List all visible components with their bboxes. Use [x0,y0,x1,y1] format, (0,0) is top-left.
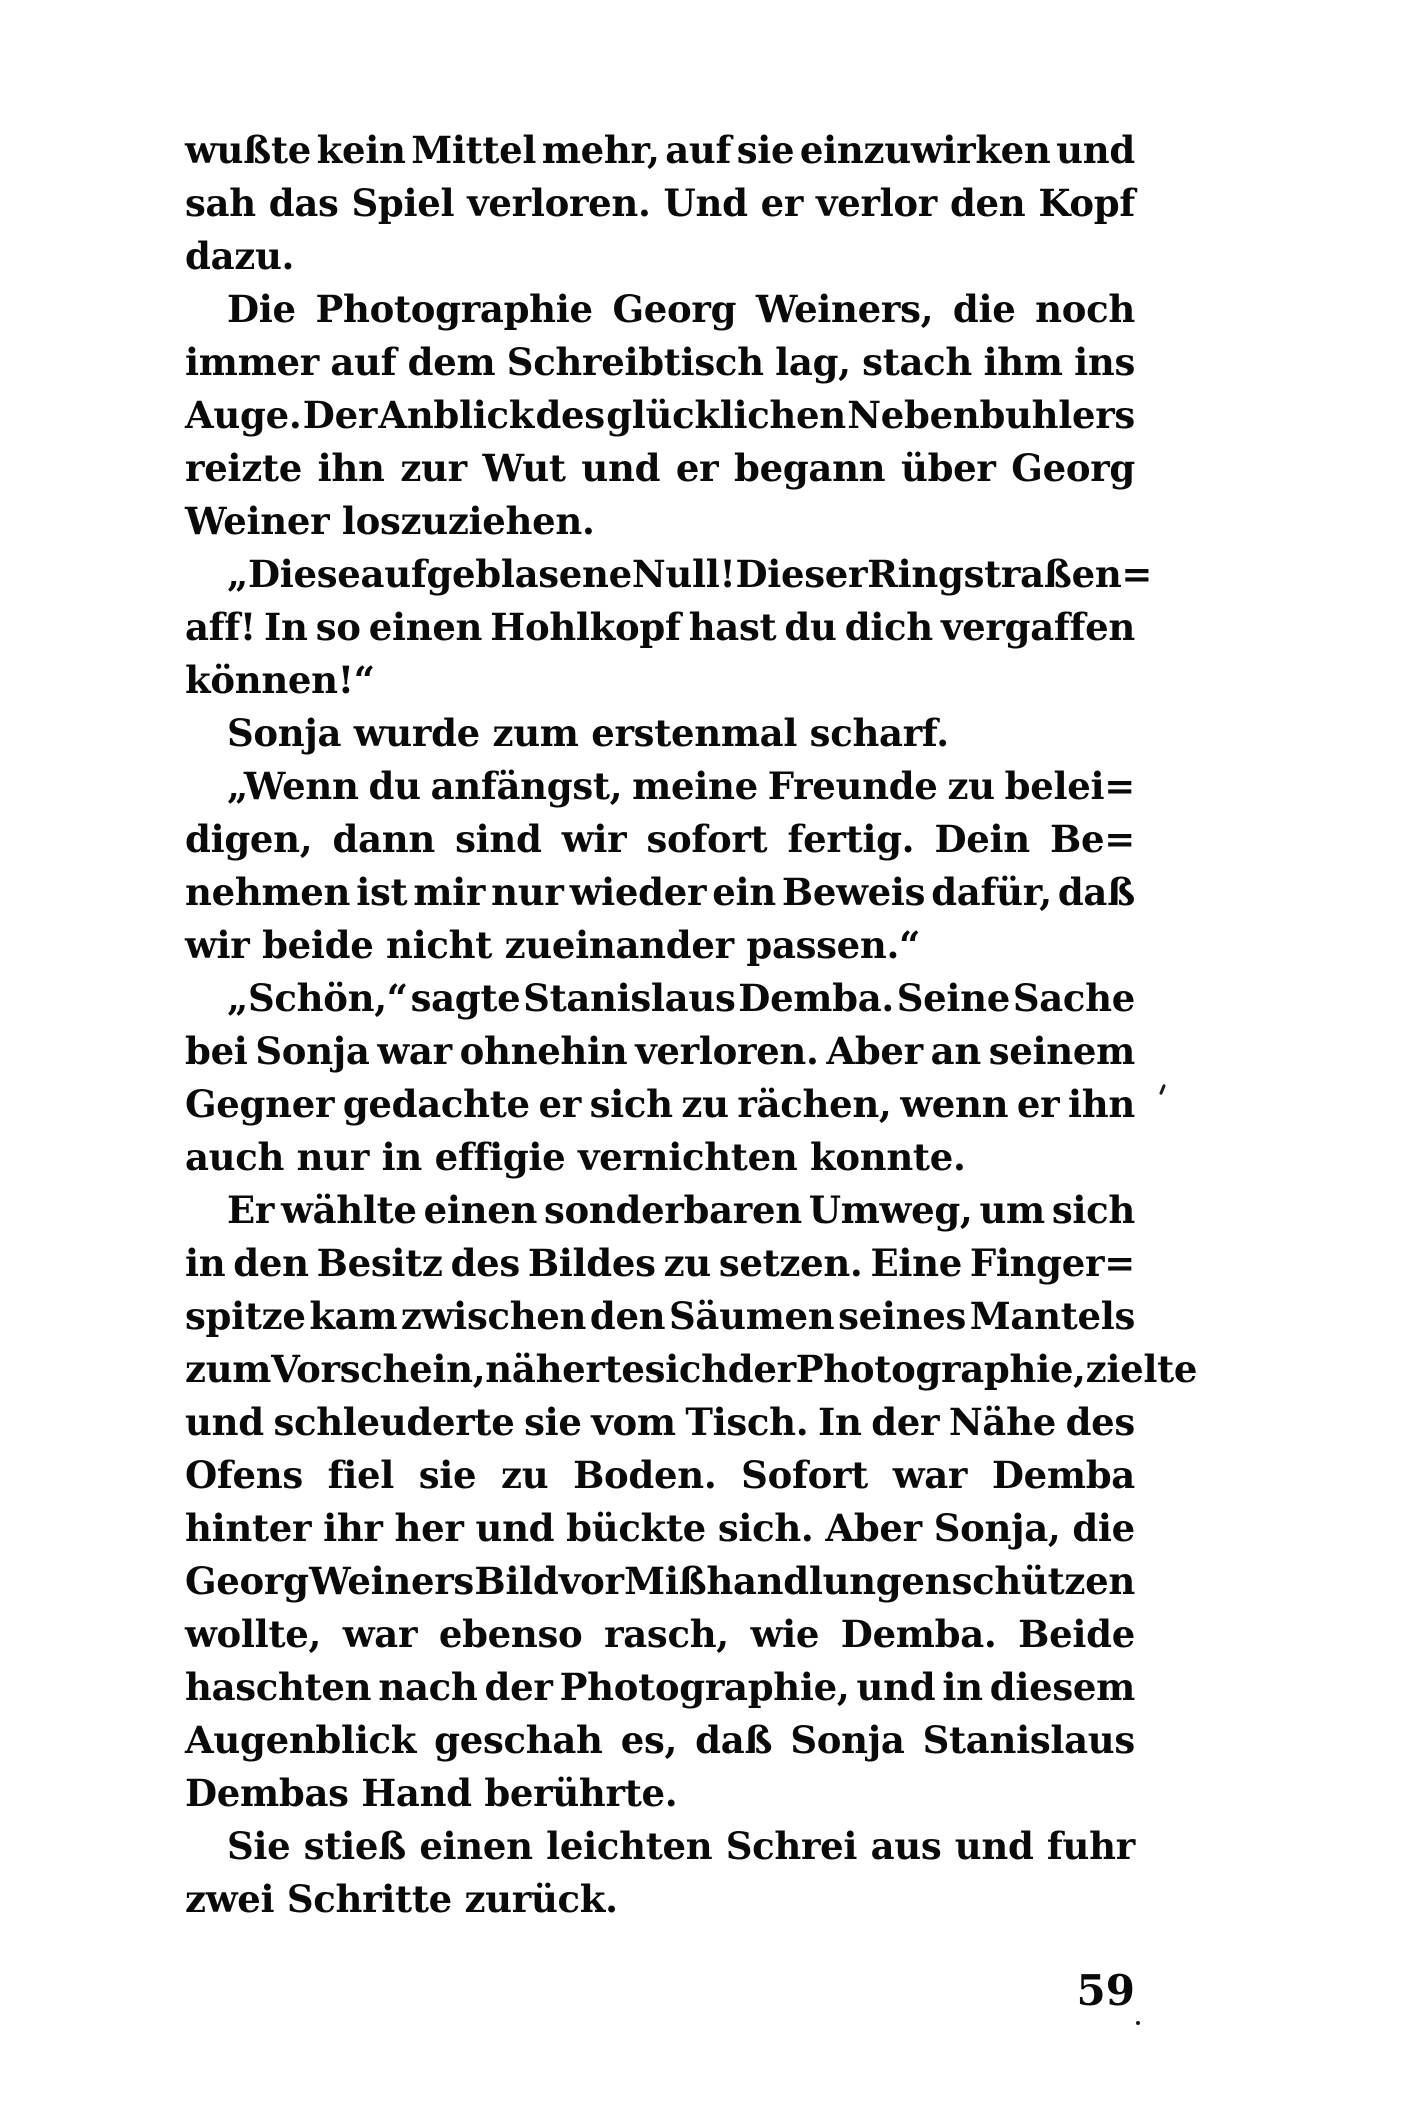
text-line: zum Vorschein, näherte sich der Photographie, zielte [185,1347,1198,1391]
text-line: wollte, war ebenso rasch, wie Demba. Beide [185,1612,1135,1656]
text-line: Ofens fiel sie zu Boden. Sofort war Demba [185,1453,1135,1497]
text-line: auch nur in effigie vernichten konnte. [185,1135,966,1179]
text-line: aff! In so einen Hohlkopf hast du dich vergaffen [185,605,1135,649]
text-line: reizte ihn zur Wut und er begann über Georg [185,446,1135,490]
text-line: Auge. Der Anblick des glücklichen Nebenbuhlers [185,393,1135,437]
page-text [185,124,1198,1926]
text-line: haschten nach der Photographie, und in diesem [185,1665,1135,1709]
text-line: Dembas Hand berührte. [185,1771,678,1815]
text-line: in den Besitz des Bildes zu setzen. Eine Finger= [185,1241,1135,1285]
text-line: Georg Weiners Bild vor Mißhandlungen schützen [185,1559,1135,1603]
text-line: zwei Schritte zurück. [185,1877,618,1921]
text-line: immer auf dem Schreibtisch lag, stach ihm ins [185,340,1135,384]
text-line: können!“ [185,658,375,702]
text-line: digen, dann sind wir sofort fertig. Dein Be= [185,817,1135,861]
scan-speckle [1159,1084,1166,1095]
text-line: „Diese aufgeblasene Null! Dieser Ringstraßen= [227,552,1153,596]
text-line: „Schön,“ sagte Stanislaus Demba. Seine Sache [227,976,1135,1020]
text-line: Sonja wurde zum erstenmal scharf. [227,711,949,755]
text-line: Sie stieß einen leichten Schrei aus und fuhr [227,1824,1135,1868]
text-line: wir beide nicht zueinander passen.“ [185,923,921,967]
text-line: Er wählte einen sonderbaren Umweg, um sich [227,1188,1135,1232]
text-line: Gegner gedachte er sich zu rächen, wenn er ihn [185,1082,1135,1126]
text-line: sah das Spiel verloren. Und er verlor den Kopf [185,181,1135,225]
text-line: „Wenn du anfängst, meine Freunde zu belei= [227,764,1135,808]
text-line: nehmen ist mir nur wieder ein Beweis dafür, daß [185,870,1135,914]
text-line: dazu. [185,234,295,278]
text-line: bei Sonja war ohnehin verloren. Aber an seinem [185,1029,1135,1073]
page-number: 59 [1076,1966,1135,2015]
text-line: Weiner loszuziehen. [185,499,595,543]
text-line: und schleuderte sie vom Tisch. In der Nähe des [185,1400,1135,1444]
scan-speckle [1136,2021,1140,2025]
text-line: Augenblick geschah es, daß Sonja Stanislaus [185,1718,1135,1762]
text-line: hinter ihr her und bückte sich. Aber Sonja, die [185,1506,1135,1550]
text-line: Die Photographie Georg Weiners, die noch [227,287,1135,331]
text-line: spitze kam zwischen den Säumen seines Mantels [185,1294,1135,1338]
text-line: wußte kein Mittel mehr, auf sie einzuwirken und [185,128,1135,172]
